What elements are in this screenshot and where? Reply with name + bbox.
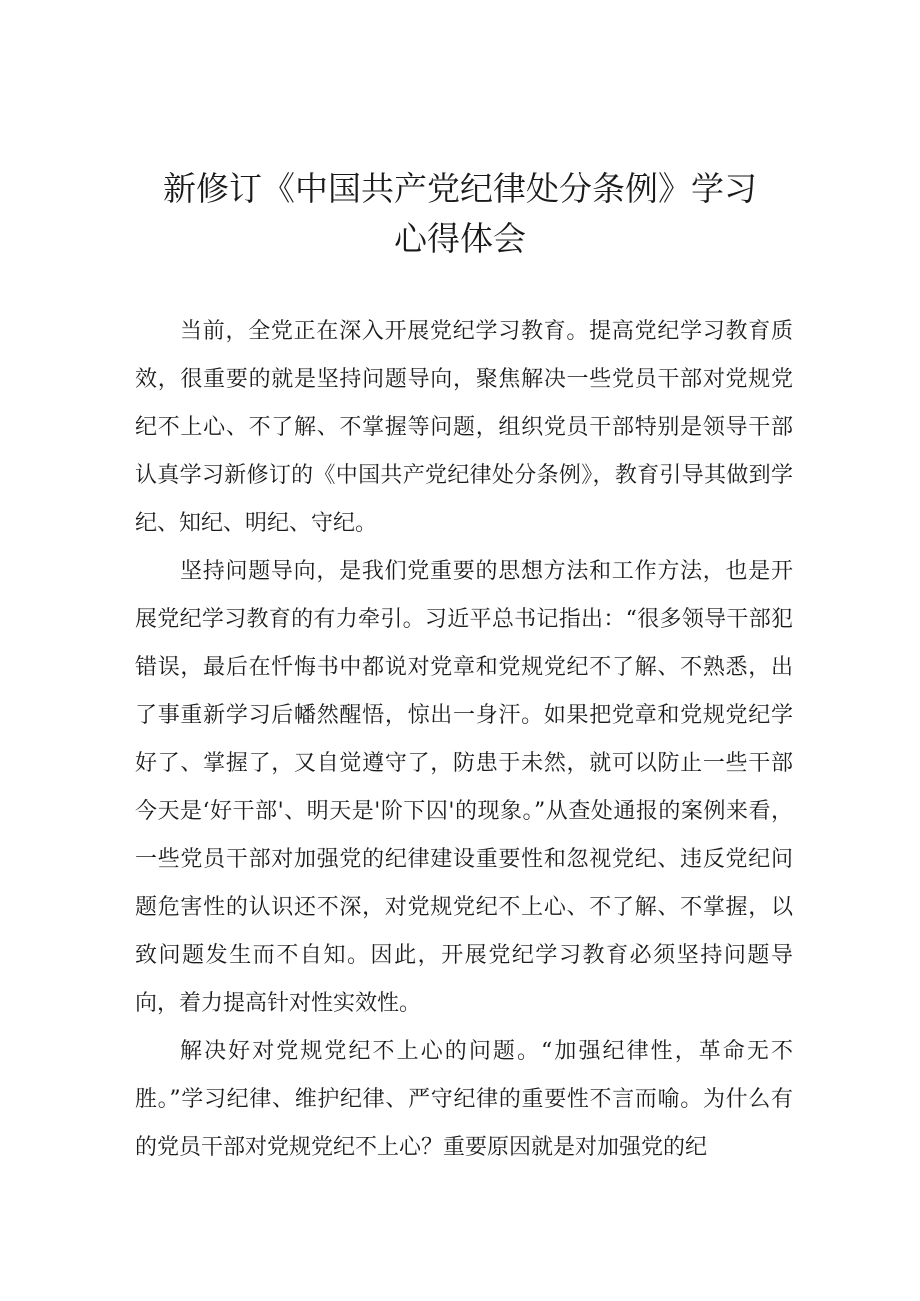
paragraph-1: 当前，全党正在深入开展党纪学习教育。提高党纪学习教育质效，很重要的就是坚持问题导向，聚焦解决一些党员干部对党规党纪不上心、不了解、不掌握等问题，组织党员干部特别是领导干部认真学习新修订的《中国共产党纪律处分条例》，教育引导其做到学纪、知纪、明纪、守纪。 <box>135 319 793 536</box>
title-line-2: 心得体会 <box>394 219 526 258</box>
document-title <box>140 164 780 264</box>
paragraph-2: 坚持问题导向，是我们党重要的思想方法和工作方法，也是开展党纪学习教育的有力牵引。习近平总书记指出：“很多领导干部犯错误，最后在忏悔书中都说对党章和党规党纪不了解、不熟悉，出了事重新学习后幡然醒悟，惊出一身汗。如果把党章和党规党纪学好了、掌握了，又自觉遵守了，防患于未然，就可以防止一些干部今天是‘好干部'、明天是'阶下囚'的现象。”从查处通报的案例来看，一些党员干部对加强党的纪律建设重要性和忽视党纪、违反党纪问题危害性的认识还不深，对党规党纪不上心、不了解、不掌握，以致问题发生而不自知。因此，开展党纪学习教育必须坚持问题导向，着力提高针对性实效性。 <box>135 559 793 1016</box>
document-body <box>135 308 793 1172</box>
paragraph-3: 解决好对党规党纪不上心的问题。“加强纪律性，革命无不胜。”学习纪律、维护纪律、严守纪律的重要性不言而喻。为什么有的党员干部对党规党纪不上心？重要原因就是对加强党的纪 <box>135 1039 793 1160</box>
title-line-1: 新修订《中国共产党纪律处分条例》学习 <box>163 169 757 208</box>
